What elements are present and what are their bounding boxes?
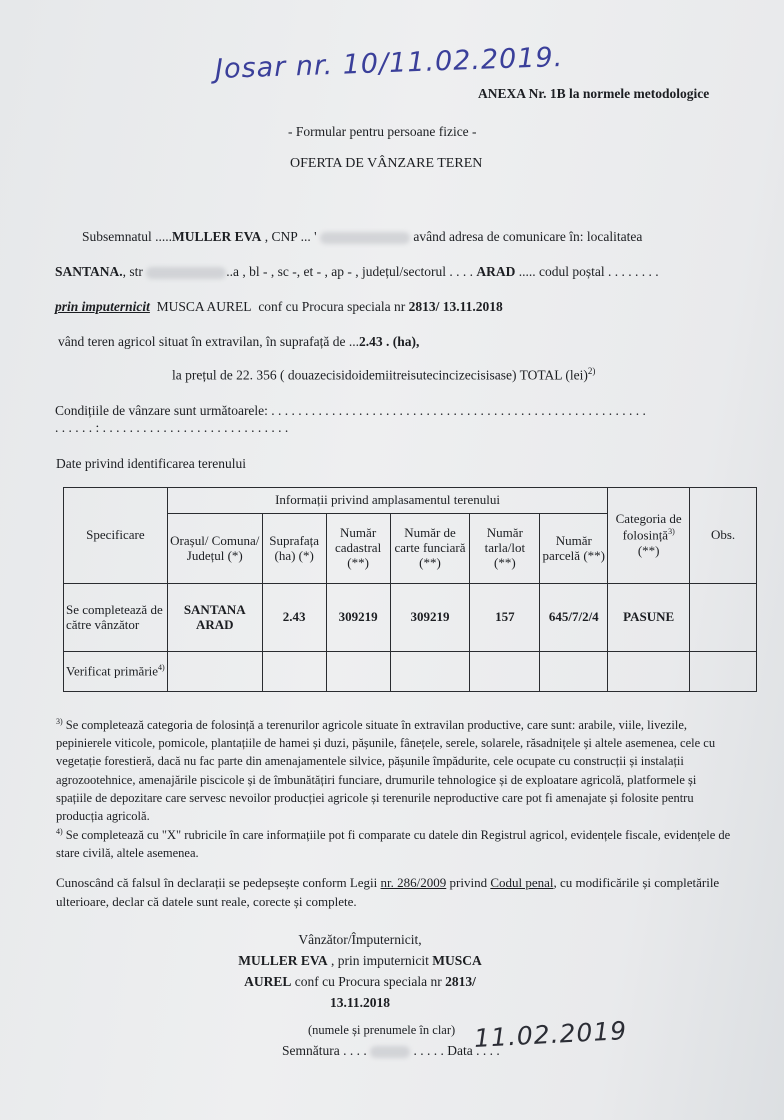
signature-block (200, 930, 520, 1014)
proxy-line (55, 299, 503, 315)
cell-parcel: 645/7/2/4 (540, 584, 608, 652)
header-tarla: Număr tarla/lot (**) (470, 514, 540, 584)
header-parcel: Număr parcelă (**) (540, 514, 608, 584)
county: ARAD (476, 264, 516, 279)
handwritten-date: 11.02.2019 (473, 1016, 628, 1053)
proxy-text: conf cu Procura speciala nr (258, 299, 406, 314)
declaration-pre: Cunoscând că falsul în declarații se pedepsește conform Legii (56, 875, 381, 890)
signer-line-3: 13.11.2018 (329, 994, 390, 1010)
declaration-post: , cu modificările și completările ulterioare, declar că datele sunt reale, corecte și complete. (56, 875, 720, 909)
footnote-4 (56, 826, 732, 862)
cell-land-book: 309219 (390, 584, 470, 652)
land-identification-table (63, 487, 757, 692)
signer-line-1-text: , prin imputernicit (327, 952, 433, 968)
signer-line-1 (200, 951, 520, 972)
signer-line-2 (200, 972, 520, 993)
row-seller-label: Se completează de către vânzător (64, 584, 168, 652)
proxy-document: 2813/ 13.11.2018 (408, 299, 503, 314)
seller-line-2 (55, 264, 659, 280)
cnp-label: , CNP ... ' (261, 229, 317, 244)
declaration-mid: privind (446, 875, 491, 890)
redacted-cnp (320, 232, 410, 244)
verified-cell (608, 652, 690, 692)
signer-line-2-text: conf cu Procura speciala nr (291, 973, 446, 989)
price-line (172, 366, 595, 384)
header-location-group: Informații privind amplasamentul terenului (167, 488, 607, 514)
header-cadastral: Număr cadastral (**) (326, 514, 390, 584)
footnote-3-text: Se completează categoria de folosință a terenurilor agricole situate în extravilan productive, care sunt: arabile, viile, livezile, pepinierele viticole, pomicole, plantațiile de hamei și duzi, pășunile, fânețele, serele, solarele, răsadnițele și altele asemenea, cele cu vegetație forestieră, dacă nu fac parte din amenajamentele silvice, pășunile împădurite, cele ocupate cu construcții și instalații agrozootehnice, amenajările piscicole și de îmbunătățiri funciare, drumurile tehnologice și de exploatare agricolă, platformele și spațiile de depozitare care servesc nevoilor producției agricole și terenurile neproductive care pot fi amenajate și folosite pentru producția agricolă. (56, 718, 716, 823)
row-verified-label (64, 652, 168, 692)
signer-proxy-doc: 2813/ (445, 973, 476, 989)
seller-prefix: Subsemnatul ..... (82, 229, 172, 244)
cell-category: PASUNE (608, 584, 690, 652)
table-caption: Date privind identificarea terenului (56, 456, 247, 471)
footnote-3-ref: 3) (56, 717, 63, 726)
verified-cell (262, 652, 326, 692)
signer-proxy-first: MUSCA (432, 952, 482, 968)
locality: SANTANA. (55, 264, 123, 279)
proxy-name: MUSCA AUREL (156, 299, 252, 314)
conditions-label: Condițiile de vânzare sunt următoarele: . . . . . . . . . . . . . . . . . . . . . . . . . . . . . . . . . . . . . . . . . . . . . . . . . . . . . . . . (55, 403, 646, 418)
declaration-law: nr. 286/2009 (380, 875, 447, 890)
verified-cell (326, 652, 390, 692)
verified-cell (390, 652, 470, 692)
declaration-code: Codul penal (490, 875, 554, 890)
signature-dots: . . . . . Data . . . . (413, 1043, 500, 1058)
cell-obs (690, 584, 757, 652)
footnote-4-text: Se completează cu "X" rubricile în care informațiile pot fi comparate cu datele din Registrul agricol, evidențele fiscale, evidențele de stare civilă, altele asemenea. (56, 828, 731, 861)
cell-tarla: 157 (470, 584, 540, 652)
header-category-label: Categoria de folosință (615, 511, 682, 543)
annex-heading: ANEXA Nr. 1B la normele metodologice (478, 86, 710, 101)
price-label: la prețul de 22. 356 ( douazecisidoidemiitreisutecincizecisisase) TOTAL (lei) (172, 367, 588, 383)
seller-name: MULLER EVA (172, 229, 262, 244)
proxy-label: prin imputernicit (55, 299, 150, 314)
row-verified-text: Verificat primărie (66, 663, 159, 679)
redacted-street (146, 267, 226, 279)
cell-area: 2.43 (262, 584, 326, 652)
header-category-ref: 3) (668, 527, 675, 537)
signer-role: Vânzător/Împuternicit, (298, 932, 422, 947)
postal-label: ..... codul poștal . . . . . . . . (518, 264, 659, 279)
street-label: , str (122, 264, 143, 279)
signer-proxy-second: AUREL (244, 973, 292, 989)
form-type: - Formular pentru persoane fizice - (288, 124, 477, 139)
handwritten-registration-note: Josar nr. 10/11.02.2019. (214, 41, 564, 86)
document-title: OFERTA DE VÂNZARE TEREN (290, 156, 483, 171)
signer-name: MULLER EVA (238, 952, 328, 968)
verified-cell (540, 652, 608, 692)
sale-line (58, 334, 419, 350)
header-obs: Obs. (690, 488, 757, 584)
sale-text: vând teren agricol situat în extravilan, în suprafață de ... (58, 334, 360, 349)
price-footnote-ref: 2) (587, 366, 596, 376)
redacted-signature (370, 1046, 410, 1058)
verified-cell (470, 652, 540, 692)
seller-line-1 (82, 229, 642, 245)
street-suffix: ..a (226, 264, 240, 279)
footnote-3 (56, 716, 732, 825)
signature-line (282, 1043, 500, 1059)
declaration (56, 874, 728, 912)
row-verified-ref: 4) (158, 663, 165, 673)
header-area: Suprafața (ha) (*) (262, 514, 326, 584)
verified-cell (690, 652, 757, 692)
header-land-book: Număr de carte funciară (**) (390, 514, 470, 584)
signature-label: Semnătura . . . . (282, 1043, 367, 1058)
cell-locality: SANTANA ARAD (167, 584, 262, 652)
address-rest: , bl - , sc -, et - , ap - , județul/sectorul . . . . (242, 264, 473, 279)
conditions-dots: . . . . . . : . . . . . . . . . . . . . . . . . . . . . . . . . . . . (55, 420, 289, 435)
sale-area: 2.43 . (ha), (359, 334, 420, 349)
cell-cadastral: 309219 (326, 584, 390, 652)
header-category (608, 488, 690, 584)
header-category-tail: (**) (637, 542, 660, 558)
header-locality: Orașul/ Comuna/ Județul (*) (167, 514, 262, 584)
footnote-4-ref: 4) (56, 827, 63, 836)
address-label: având adresa de comunicare în: localitatea (409, 229, 643, 244)
header-specificare: Specificare (64, 488, 168, 584)
verified-cell (167, 652, 262, 692)
name-note: (numele și prenumele în clar) (308, 1023, 456, 1037)
